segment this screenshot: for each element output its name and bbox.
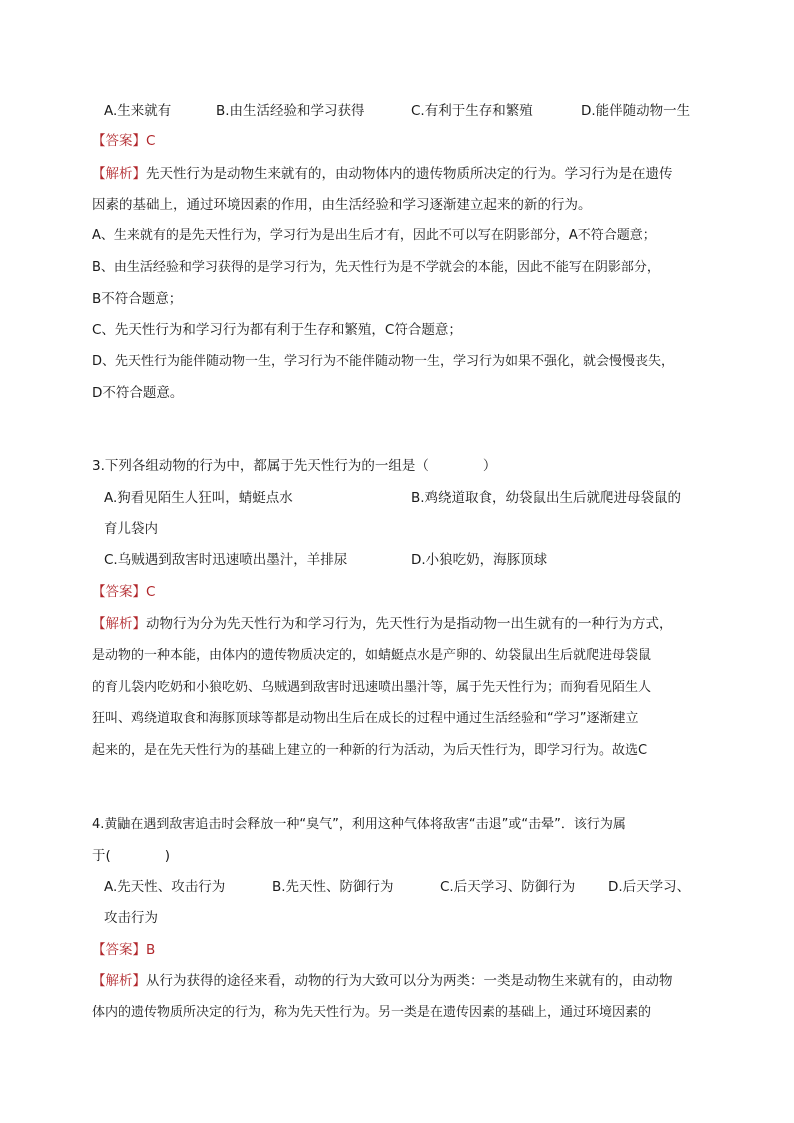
q3-stem: 3.下列各组动物的行为中，都属于先天性行为的一组是（ ）: [92, 458, 497, 474]
q2-analysis-line-6: C、先天性行为和学习行为都有利于生存和繁殖，C符合题意；: [92, 322, 462, 338]
q4-option-d: D.后天学习、: [608, 879, 691, 895]
q4-analysis-line-2: 体内的遗传物质所决定的行为，称为先天性行为。另一类是在遗传因素的基础上，通过环境因素的: [92, 1005, 652, 1020]
answer-value: C: [146, 133, 156, 149]
answer-tag: 【答案】: [92, 133, 146, 149]
q3-option-a: A.狗看见陌生人狂叫，蜻蜓点水: [104, 490, 293, 506]
q3-analysis-line-5: 起来的，是在先天性行为的基础上建立的一种新的行为活动，为后天性行为，即学习行为。故选C: [92, 743, 648, 758]
q2-option-b: B.由生活经验和学习获得: [216, 103, 365, 119]
q4-analysis-line-1: 【解析】从行为获得的途径来看，动物的行为大致可以分为两类：一类是动物生来就有的，由动物: [92, 973, 673, 989]
q2-answer: [92, 131, 712, 151]
answer-value: B: [146, 942, 156, 958]
q3-analysis-line-4: 狂叫、鸡绕道取食和海豚顶球等都是动物出生后在成长的过程中通过生活经验和“学习”逐渐建立: [92, 711, 639, 726]
q2-option-c: C.有利于生存和繁殖: [411, 103, 533, 119]
q2-analysis-line-1: 【解析】先天性行为是动物生来就有的，由动物体内的遗传物质所决定的行为。学习行为是在遗传: [92, 166, 673, 182]
q2-analysis-line-5: B不符合题意；: [92, 291, 183, 307]
q2-analysis-line-3: A、生来就有的是先天性行为，学习行为是出生后才有，因此不可以写在阴影部分，A不符合题意；: [92, 228, 656, 243]
q3-analysis-line-2: 是动物的一种本能，由体内的遗传物质决定的，如蜻蜓点水是产卵的、幼袋鼠出生后就爬进母袋鼠: [92, 648, 652, 663]
q2-analysis-line-2: 因素的基础上，通过环境因素的作用，由生活经验和学习逐渐建立起来的新的行为。: [92, 197, 592, 213]
q3-option-b: B.鸡绕道取食，幼袋鼠出生后就爬进母袋鼠的: [411, 490, 682, 506]
q2-option-d: D.能伴随动物一生: [581, 103, 691, 119]
q2-analysis-line-8: D不符合题意。: [92, 385, 184, 401]
analysis-tag: 【解析】: [92, 973, 146, 989]
q3-option-c: C.乌贼遇到敌害时迅速喷出墨汁，羊排尿: [104, 552, 348, 568]
q4-option-d-cont: 攻击行为: [104, 910, 158, 926]
q4-stem-line-1: 4.黄鼬在遇到敌害追击时会释放一种“臭气”，利用这种气体将敌害“击退”或“击晕”．该行为属: [92, 817, 626, 832]
q3-option-b-cont: 育儿袋内: [104, 521, 158, 537]
q4-option-a: A.先天性、攻击行为: [104, 879, 226, 895]
q3-analysis-line-1: 【解析】动物行为分为先天性行为和学习行为，先天性行为是指动物一出生就有的一种行为方式，: [92, 616, 673, 632]
q3-analysis-line-3: 的育儿袋内吃奶和小狼吃奶、乌贼遇到敌害时迅速喷出墨汁等，属于先天性行为；而狗看见陌生人: [92, 680, 652, 695]
q3-option-d: D.小狼吃奶，海豚顶球: [411, 552, 548, 568]
answer-tag: 【答案】: [92, 584, 146, 600]
q2-analysis-line-4: B、由生活经验和学习获得的是学习行为，先天性行为是不学就会的本能，因此不能写在阴影部分，: [92, 260, 660, 275]
answer-value: C: [146, 584, 156, 600]
q3-answer: [92, 582, 712, 602]
q4-option-c: C.后天学习、防御行为: [440, 879, 576, 895]
analysis-tag: 【解析】: [92, 166, 146, 182]
q2-analysis-line-7: D、先天性行为能伴随动物一生，学习行为不能伴随动物一生，学习行为如果不强化，就会慢慢丧失，: [92, 354, 675, 369]
answer-tag: 【答案】: [92, 942, 146, 958]
q4-option-b: B.先天性、防御行为: [272, 879, 394, 895]
analysis-tag: 【解析】: [92, 616, 146, 632]
q4-stem-line-2: 于( ): [92, 848, 171, 864]
q4-answer: [92, 940, 712, 960]
q2-option-a: A.生来就有: [104, 103, 172, 119]
